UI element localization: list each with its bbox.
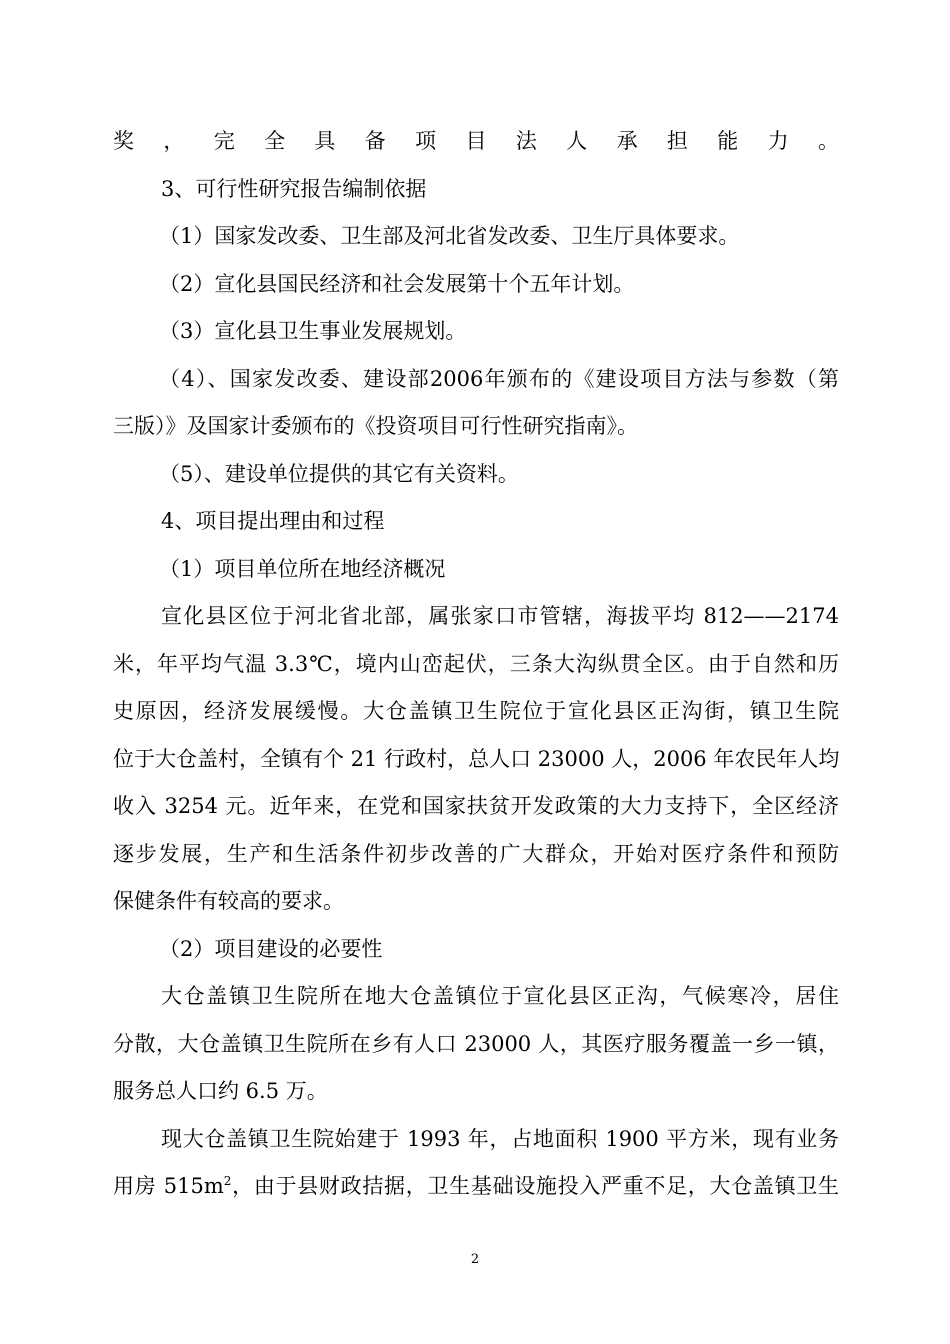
subsection-heading: （1）项目单位所在地经济概况 <box>159 556 446 581</box>
list-item: （1）国家发改委、卫生部及河北省发改委、卫生厅具体要求。 <box>159 224 740 248</box>
paragraph-line: 逐步发展，生产和生活条件初步改善的广大群众，开始对医疗条件和预防 <box>113 841 839 866</box>
paragraph-line <box>113 1163 839 1211</box>
paragraph-line: 史原因，经济发展缓慢。大仓盖镇卫生院位于宣化县区正沟街，镇卫生院 <box>113 699 839 723</box>
line-text: ，由于县财政拮据，卫生基础设施投入严重不足，大仓盖镇卫生 <box>231 1174 840 1198</box>
paragraph-line: 三版）》及国家计委颁布的《投资项目可行性研究指南》。 <box>113 414 638 438</box>
superscript: 2 <box>223 1174 232 1188</box>
section-heading: 4、项目提出理由和过程 <box>161 509 385 533</box>
paragraph-line: 米，年平均气温 3.3℃，境内山峦起伏，三条大沟纵贯全区。由于自然和历 <box>113 651 839 676</box>
paragraph-line: 保健条件有较高的要求。 <box>113 889 344 913</box>
paragraph-line: 位于大仓盖村，全镇有个 21 行政村，总人口 23000 人，2006 年农民年人均 <box>113 746 840 771</box>
list-item: （4）、国家发改委、建设部2006年颁布的《建设项目方法与参数（第 <box>159 366 839 391</box>
section-heading: 3、可行性研究报告编制依据 <box>161 176 427 201</box>
paragraph-line: 收入 3254 元。近年来，在党和国家扶贫开发政策的大力支持下，全区经济 <box>113 794 839 818</box>
line-text: 用房 515m <box>113 1174 224 1198</box>
list-item: （3）宣化县卫生事业发展规划。 <box>159 319 467 343</box>
subsection-heading: （2）项目建设的必要性 <box>159 936 383 961</box>
paragraph-line: 大仓盖镇卫生院所在地大仓盖镇位于宣化县区正沟，气候寒冷，居住 <box>161 984 839 1008</box>
paragraph-line: 服务总人口约 6.5 万。 <box>113 1079 328 1103</box>
paragraph-line: 奖，完全具备项目法人承担能力。 <box>113 129 839 153</box>
page-number: 2 <box>470 1252 480 1267</box>
paragraph-line: 现大仓盖镇卫生院始建于 1993 年，占地面积 1900 平方米，现有业务 <box>161 1126 839 1151</box>
paragraph-line: 宣化县区位于河北省北部，属张家口市管辖，海拔平均 812——2174 <box>161 604 839 628</box>
paragraph-line: 分散，大仓盖镇卫生院所在乡有人口 23000 人，其医疗服务覆盖一乡一镇， <box>113 1031 839 1056</box>
body-text <box>113 118 839 1211</box>
list-item: （2）宣化县国民经济和社会发展第十个五年计划。 <box>159 271 635 296</box>
list-item: （5）、建设单位提供的其它有关资料。 <box>159 461 519 486</box>
